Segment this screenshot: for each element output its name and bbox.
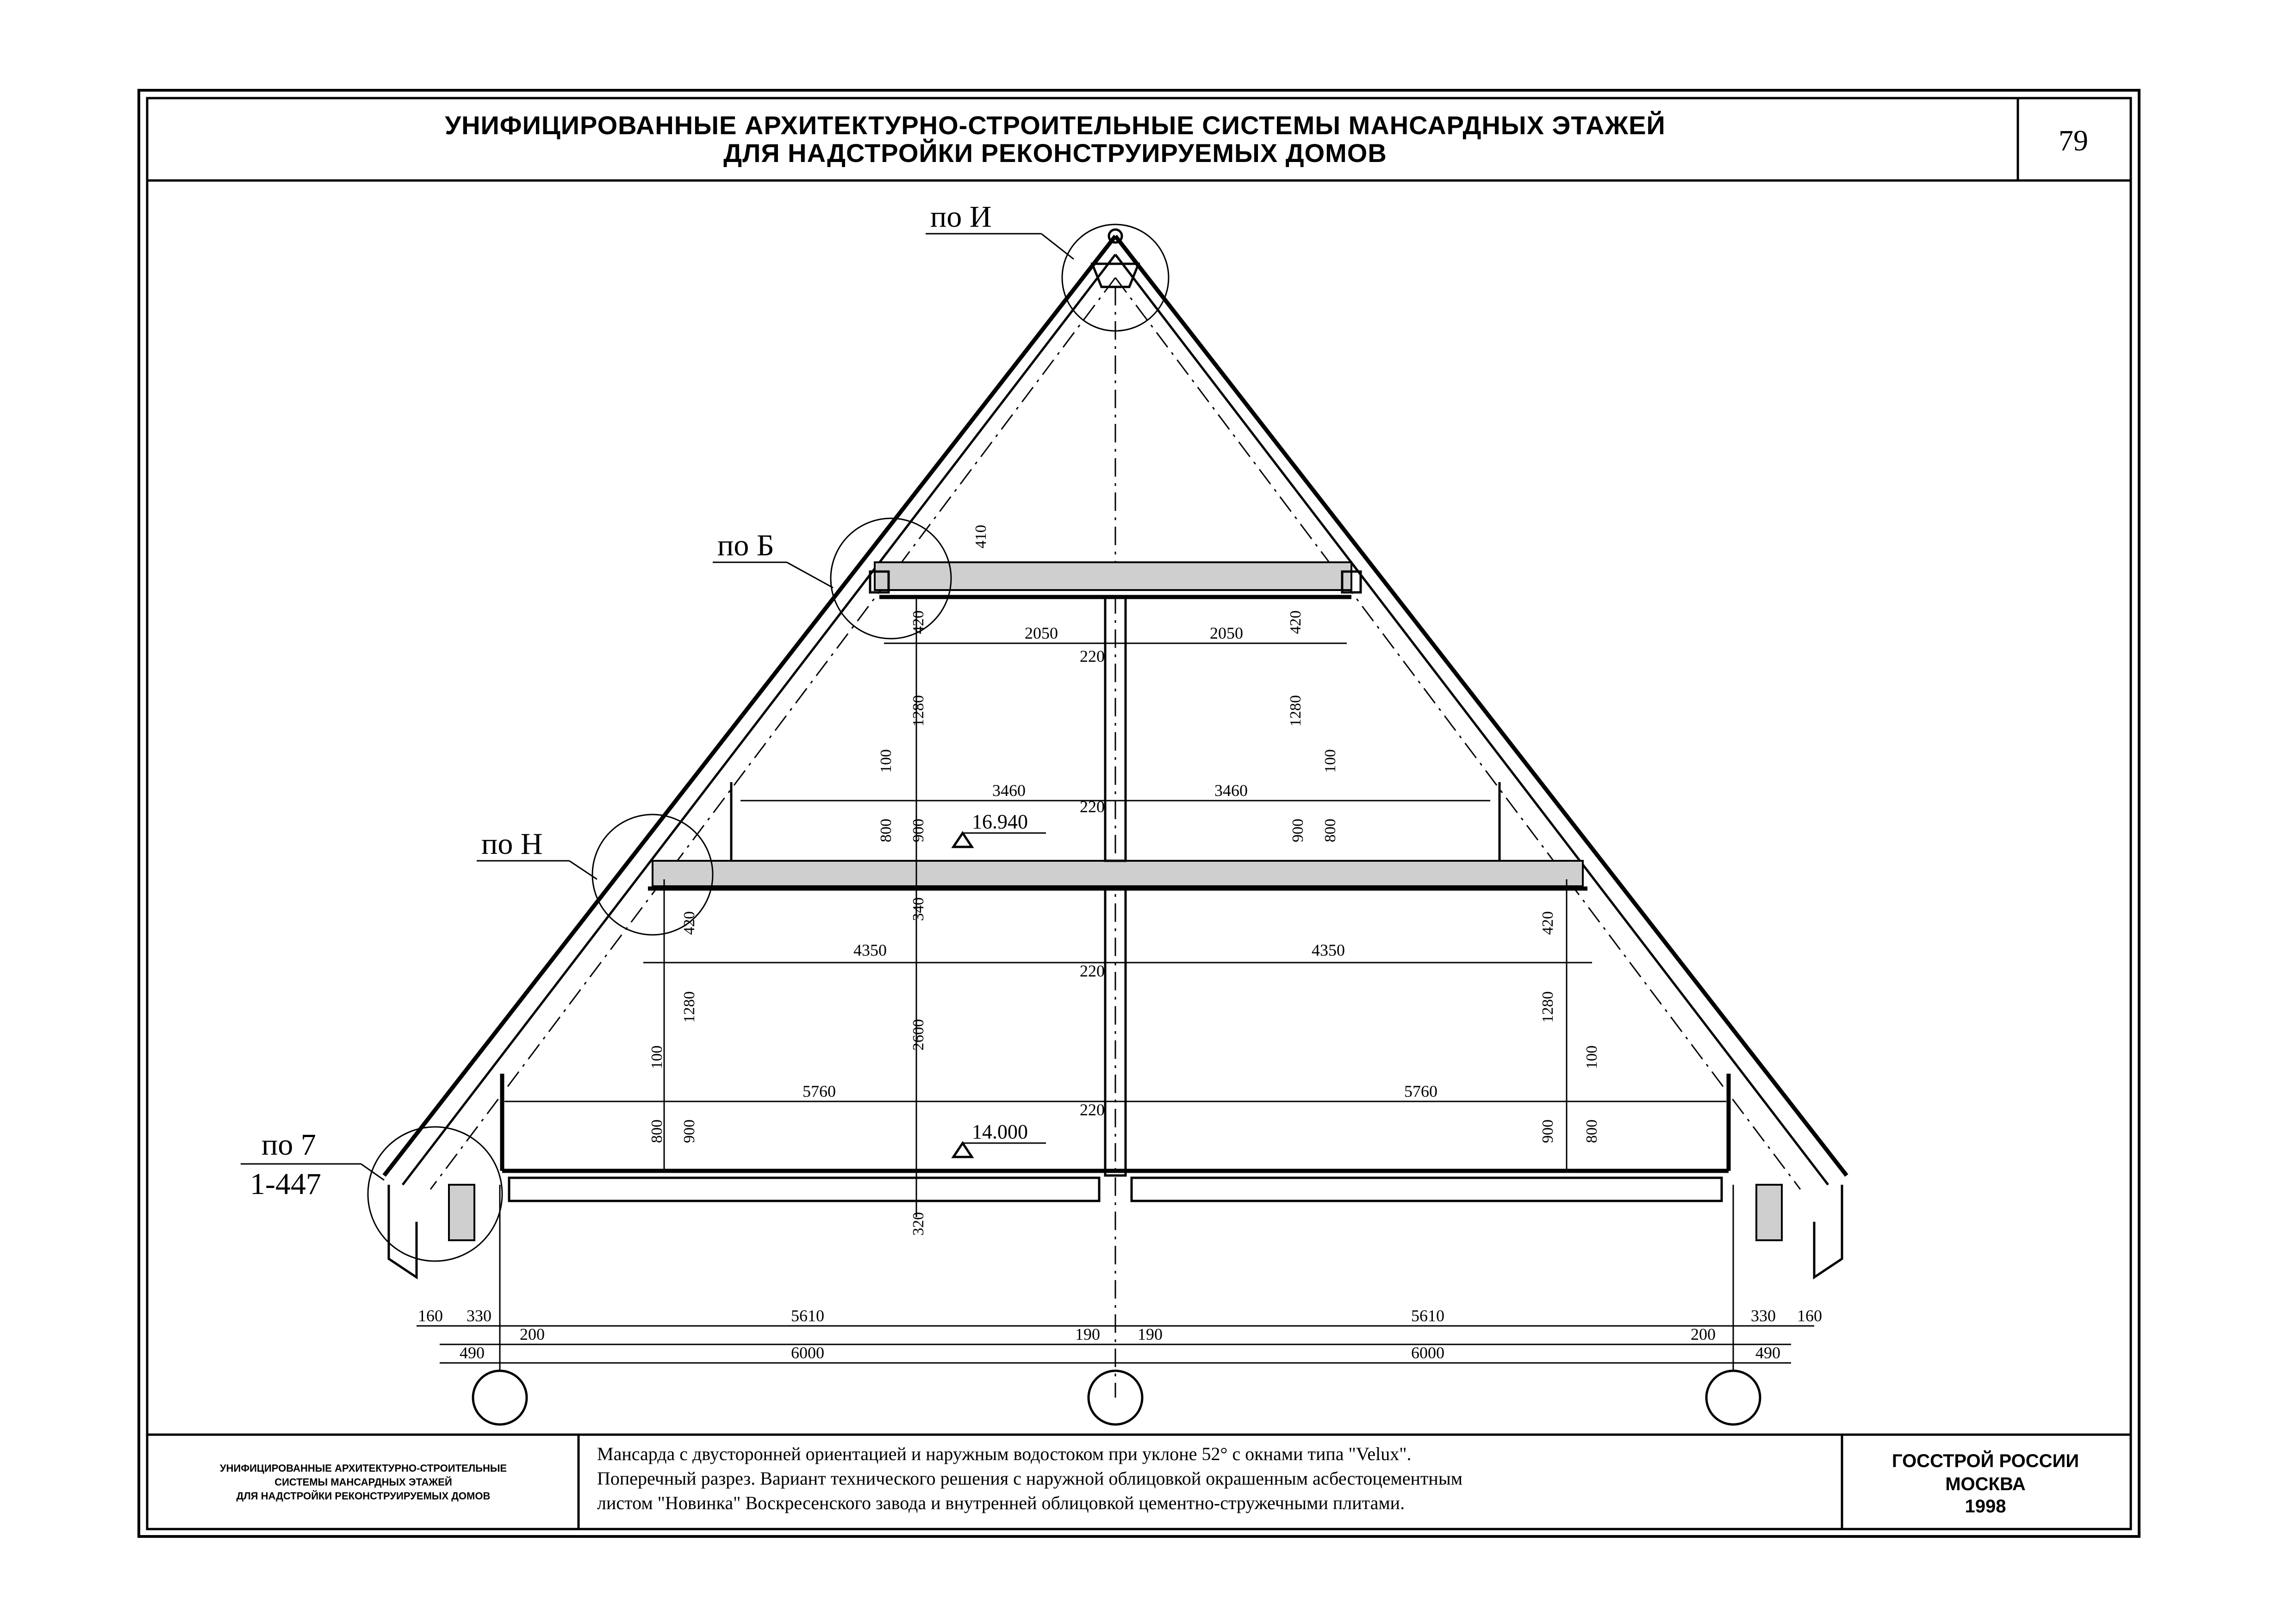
dim-upper-h-right: 2050 — [1210, 624, 1243, 642]
eave-insulation-left — [449, 1185, 474, 1240]
header-title-line2: ДЛЯ НАДСТРОЙКИ РЕКОНСТРУИРУЕМЫХ ДОМОВ — [723, 138, 1387, 168]
dim-row2-1: 200 — [520, 1325, 545, 1343]
callout-n: по Н — [481, 827, 543, 861]
callout-eave-top: по 7 — [261, 1128, 316, 1162]
dim-low-v-right-100: 100 — [1583, 1045, 1600, 1069]
eave-insulation-right — [1756, 1185, 1782, 1240]
dim-upper-v-right-100: 100 — [1322, 749, 1339, 773]
dimension-texts — [418, 525, 1822, 1362]
roof-slope-left-outer — [384, 236, 1115, 1175]
dim-upper-v-left-420: 420 — [910, 610, 927, 634]
dim-base-h-right: 5760 — [1404, 1082, 1437, 1101]
middle-floor-slab — [653, 861, 1583, 886]
dim-row3-0: 6000 — [791, 1343, 824, 1362]
footer-org-line3: 1998 — [1965, 1496, 2006, 1517]
gutter-left — [389, 1185, 417, 1277]
dim-mid-v-left-800: 800 — [877, 819, 895, 842]
footer-desc-line1: Мансарда с двусторонней ориентацией и наружным водостоком при уклоне 52° с окнами типа "Velux". — [597, 1443, 1412, 1464]
dim-mid-v-right-900: 900 — [1289, 819, 1307, 842]
dim-row2-5: 490 — [1755, 1343, 1780, 1362]
footer-left-line1: УНИФИЦИРОВАННЫЕ АРХИТЕКТУРНО-СТРОИТЕЛЬНЫЕ — [219, 1462, 507, 1474]
callout-b: по Б — [717, 529, 774, 562]
dim-upper-v-left-1280: 1280 — [910, 695, 927, 727]
dim-low-h-left: 4350 — [853, 941, 887, 959]
dim-row3-1: 6000 — [1411, 1343, 1444, 1362]
dim-row1-3: 5610 — [1411, 1306, 1444, 1325]
axis-bubble-left — [473, 1371, 527, 1424]
dim-mid-h-left: 3460 — [992, 781, 1026, 800]
dim-low-v-2600: 2600 — [910, 1019, 927, 1051]
base-slab-left — [509, 1178, 1099, 1201]
level-lower: 14.000 — [972, 1120, 1028, 1143]
roof-slope-right-axis — [1115, 278, 1800, 1189]
dim-mid-v-right-800: 800 — [1322, 819, 1339, 842]
dim-row1-5: 160 — [1797, 1306, 1822, 1325]
dim-mid-v-340: 340 — [910, 897, 927, 921]
dim-row1-2: 5610 — [791, 1306, 824, 1325]
dim-base-v-320: 320 — [910, 1212, 927, 1236]
dim-low-v-left-1280: 1280 — [681, 991, 698, 1023]
dim-low-v-left-420: 420 — [681, 911, 698, 935]
dim-mid-h-right: 3460 — [1214, 781, 1248, 800]
dim-row1-0: 160 — [418, 1306, 443, 1325]
dim-upper-v-right-1280: 1280 — [1287, 695, 1304, 727]
footer-left-line3: ДЛЯ НАДСТРОЙКИ РЕКОНСТРУИРУЕМЫХ ДОМОВ — [236, 1490, 491, 1502]
level-upper: 16.940 — [972, 810, 1028, 833]
dim-row2-3: 190 — [1138, 1325, 1163, 1343]
dim-low-v-right-1280: 1280 — [1539, 991, 1556, 1023]
dim-row2-4: 200 — [1691, 1325, 1716, 1343]
dim-low-v-right-420: 420 — [1539, 911, 1556, 935]
roof-slope-right-outer — [1115, 236, 1847, 1175]
dim-base-v-left-900: 900 — [681, 1119, 698, 1143]
dim-base-v-left-800: 800 — [648, 1119, 666, 1143]
header-title-line1: УНИФИЦИРОВАННЫЕ АРХИТЕКТУРНО-СТРОИТЕЛЬНЫЕ СИСТЕМЫ МАНСАРДНЫХ ЭТАЖЕЙ — [445, 111, 1666, 140]
dim-low-h-right: 4350 — [1312, 941, 1345, 959]
base-slab-right — [1132, 1178, 1722, 1201]
upper-ceiling-panel — [875, 562, 1351, 590]
dim-upper-mid: 220 — [1080, 647, 1105, 665]
roof-section — [368, 224, 1847, 1424]
dim-mid-mid: 220 — [1080, 797, 1105, 816]
dim-mid-v-left-900: 900 — [910, 819, 927, 842]
dim-upper-v-right-420: 420 — [1287, 610, 1304, 634]
dim-row1-1: 330 — [467, 1306, 492, 1325]
footer-org-line1: ГОССТРОЙ РОССИИ — [1892, 1451, 2079, 1471]
page-number: 79 — [2059, 124, 2088, 157]
footer-org-line2: МОСКВА — [1945, 1474, 2026, 1494]
dim-row2-2: 190 — [1075, 1325, 1100, 1343]
roof-slope-left-inner — [403, 255, 1115, 1185]
dim-base-mid: 220 — [1080, 1101, 1105, 1119]
dim-base-v-right-900: 900 — [1539, 1119, 1556, 1143]
gutter-right — [1814, 1185, 1842, 1277]
callout-ridge: по И — [930, 200, 992, 234]
dim-base-h-left: 5760 — [803, 1082, 836, 1101]
dim-low-mid: 220 — [1080, 962, 1105, 980]
inner-frame — [147, 98, 2131, 1529]
footer-desc-line2: Поперечный разрез. Вариант технического решения с наружной облицовкой окрашенным асбестоцементным — [597, 1468, 1463, 1489]
dim-row2-0: 490 — [460, 1343, 485, 1362]
dim-upper-h-left: 2050 — [1025, 624, 1058, 642]
roof-slope-left-axis — [430, 278, 1115, 1189]
dim-base-v-right-800: 800 — [1583, 1119, 1600, 1143]
dim-low-v-left-100: 100 — [648, 1045, 666, 1069]
axis-bubble-right — [1706, 1371, 1760, 1424]
dim-row1-4: 330 — [1751, 1306, 1776, 1325]
dim-upper-v-left-100: 100 — [877, 749, 895, 773]
footer-left-line2: СИСТЕМЫ МАНСАРДНЫХ ЭТАЖЕЙ — [274, 1476, 452, 1488]
dim-upper-thk: 410 — [972, 525, 989, 548]
footer-desc-line3: листом "Новинка" Воскресенского завода и внутренней облицовкой цементно-стружечными плитами. — [597, 1492, 1405, 1513]
roof-slope-right-inner — [1115, 255, 1828, 1185]
callout-eave-bottom: 1-447 — [250, 1167, 321, 1201]
